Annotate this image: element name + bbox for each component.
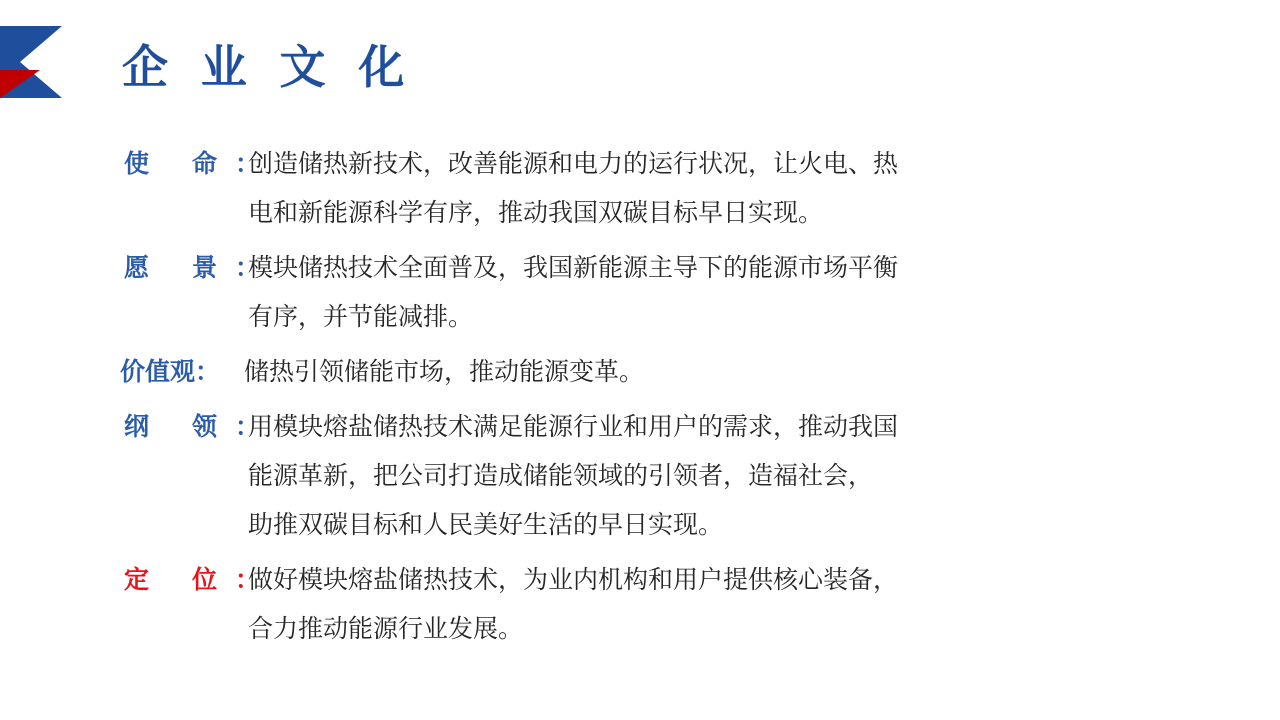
entry-line: 创造储热新技术，改善能源和电力的运行状况，让火电、热 [248, 150, 899, 178]
entry-line: 储热引领储能市场，推动能源变革。 [244, 358, 645, 386]
entry-label: 价值观： [120, 358, 221, 386]
entry-label: 定 位： [124, 566, 278, 594]
entry-line: 电和新能源科学有序，推动我国双碳目标早日实现。 [248, 199, 824, 227]
entry-text [248, 244, 1180, 342]
entry-line: 做好模块熔盐储热技术，为业内机构和用户提供核心装备， [248, 566, 899, 594]
list-item [120, 140, 1180, 238]
entry-line: 用模块熔盐储热技术满足能源行业和用户的需求，推动我国 [248, 413, 899, 441]
list-item [120, 556, 1180, 654]
list-item [120, 348, 1180, 397]
entry-text [248, 140, 1180, 238]
entry-text [244, 348, 1180, 397]
entry-line: 合力推动能源行业发展。 [248, 615, 524, 643]
list-item [120, 403, 1180, 550]
entry-label: 愿 景： [124, 254, 278, 282]
entry-line: 有序，并节能减排。 [248, 303, 474, 331]
entry-line: 模块储热技术全面普及，我国新能源主导下的能源市场平衡 [248, 254, 899, 282]
culture-list [120, 140, 1180, 660]
entry-text [248, 403, 1180, 550]
entry-line: 能源革新，把公司打造成储能领域的引领者，造福社会， [248, 462, 874, 490]
flag-corner-mark-icon [0, 26, 78, 98]
entry-label: 纲 领： [124, 413, 278, 441]
entry-text [248, 556, 1180, 654]
entry-line: 助推双碳目标和人民美好生活的早日实现。 [248, 511, 724, 539]
entry-label: 使 命： [124, 150, 278, 178]
list-item [120, 244, 1180, 342]
page-title: 企 业 文 化 [122, 41, 415, 93]
